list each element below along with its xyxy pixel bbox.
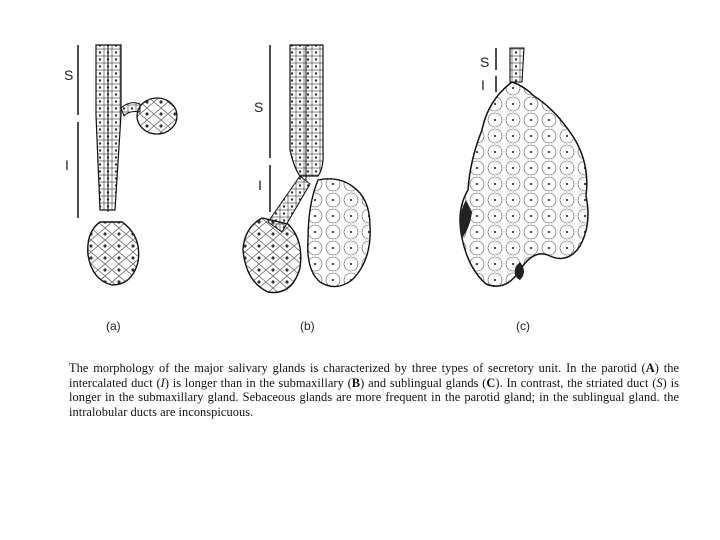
- duct-b: [290, 45, 323, 176]
- panel-label-c: (c): [516, 319, 530, 333]
- caption-ref-c: C: [486, 375, 496, 390]
- segment-label-i-c: I: [481, 77, 485, 93]
- segment-label-i-a: I: [65, 157, 69, 173]
- panel-b: [243, 45, 370, 333]
- caption-ref-i: I: [160, 375, 165, 390]
- panel-label-a: (a): [106, 319, 121, 333]
- figure-caption: [69, 361, 679, 419]
- panel-c: [460, 48, 588, 333]
- caption-text-4: ) and sublingual glands (: [360, 375, 487, 390]
- gland-body-c: [460, 82, 588, 286]
- panel-label-b: (b): [300, 319, 315, 333]
- acinus-left-b: [243, 218, 301, 293]
- caption-ref-b: B: [351, 375, 361, 390]
- segment-label-s-b: S: [254, 99, 264, 115]
- caption-text-6: ) is longer in the submaxillary gland. Sebaceous glands are more frequent in the parotid gland; in the sublingual gland. the intralobular ducts are inconspicuous.: [69, 375, 679, 419]
- caption-text-3: ) is longer than in the submaxillary (: [164, 375, 352, 390]
- caption-text-1: The morphology of the major salivary glands is characterized by three types of secretory unit. In the parotid (: [69, 361, 646, 375]
- acinus-small-a: [137, 98, 177, 134]
- duct-c: [510, 48, 524, 82]
- caption-ref-s: S: [656, 375, 663, 390]
- acinus-right-b: [308, 179, 370, 287]
- segment-label-i-b: I: [258, 177, 262, 193]
- caption-text-2: ) the intercalated duct (: [69, 361, 679, 390]
- segment-label-s-a: S: [64, 67, 74, 83]
- acinus-main-a: [88, 222, 139, 285]
- segment-label-s-c: S: [480, 54, 490, 70]
- caption-ref-a: A: [645, 361, 655, 375]
- panel-a: [64, 45, 177, 333]
- caption-text-5: ). In contrast, the striated duct (: [495, 375, 657, 390]
